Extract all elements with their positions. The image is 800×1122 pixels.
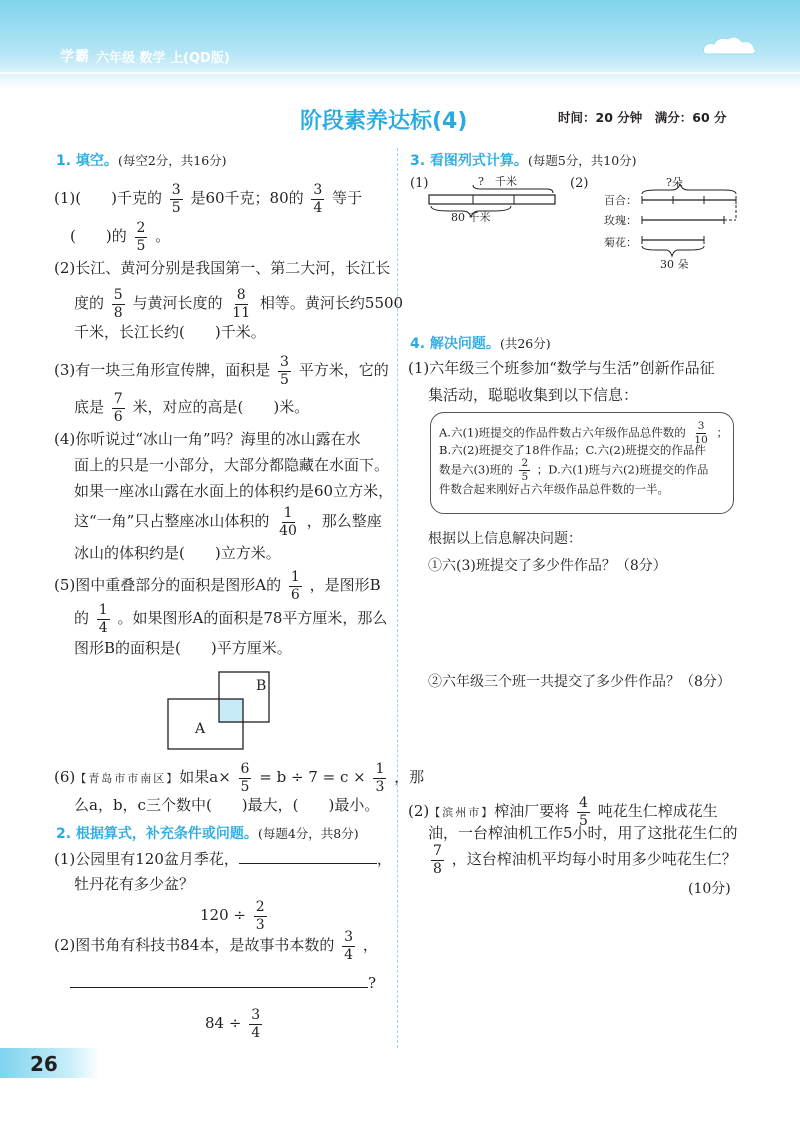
q1-3-line2: 底是 $\frac{7}{6}$ 米，对应的高是( )米。 [74, 391, 310, 425]
fraction: $\frac{1}{4}$ [98, 602, 108, 636]
q1-5-line2: 的 $\frac{1}{4}$ 。如果图形A的面积是78平方厘米，那么 [74, 602, 388, 636]
diagram-2-bottom-label: 30 朵 [660, 258, 689, 271]
fraction: $\frac{5}{8}$ [113, 287, 123, 321]
overlap-region [219, 699, 243, 723]
q1-1-line2: ( )的 $\frac{2}{5}$ 。 [70, 220, 171, 254]
q1-6-line1: (6)【青岛市市南区】如果a× $\frac{6}{5}$ = b ÷ 7 = c × $\frac{1}{3}$ ，那 [54, 761, 425, 795]
q1-1-line1: (1)( )千克的 $\frac{3}{5}$ 是60千克；80的 $\frac{3}{4}$ 等于 [54, 182, 363, 216]
fraction: $\frac{7}{8}$ [433, 843, 442, 877]
fraction: $\frac{3}{5}$ [171, 182, 181, 216]
q4-2-score: (10分) [688, 881, 731, 897]
diagram-1-bottom-label: 80 千米 [451, 211, 491, 224]
page-title: 阶段素养达标(4) [300, 109, 468, 134]
q2-1-expression: 120 ÷ $\frac{2}{3}$ [200, 899, 265, 933]
q1-3-line1: (3)有一块三角形宣传牌，面积是 $\frac{3}{5}$ 平方米，它的 [54, 354, 389, 388]
q4-1-intro: 根据以上信息解决问题： [428, 531, 582, 547]
q1-4-line1: (4)你听说过“冰山一角”吗？海里的冰山露在水 [54, 430, 361, 448]
info-box: A.六(1)班提交的作品件数占六年级作品总件数的 $\frac{3}{10}$ ； B.六(2)班提交了18件作品；C.六(2)班提交的作品件 数是六(3)班的 $\frac{2}{5}$ ；D.六(1)班与六(2)班提交的作品 件数合起来刚好占六年级作品总件数的一半。 [430, 412, 734, 514]
section-3-heading: 3. 看图列式计算。(每题5分，共10分) [410, 153, 637, 169]
header-band [0, 0, 800, 90]
page-number: 26 [30, 1052, 58, 1076]
fraction: $\frac{3}{5}$ [280, 354, 289, 388]
fraction: $\frac{3}{4}$ [344, 929, 354, 963]
q1-4-line3: 如果一座冰山露在水面上的体积约是60立方米， [74, 482, 394, 500]
label-b: B [256, 678, 267, 694]
q4-2-line3: $\frac{7}{8}$ ，这台榨油机平均每小时用多少吨花生仁？ [433, 843, 737, 877]
q1-5-line3: 图形B的面积是( )平方厘米。 [74, 639, 292, 657]
cloud-icon [700, 34, 760, 60]
diagram-2-label: (2) [570, 176, 589, 191]
lily-label: 百合： [604, 194, 637, 207]
fraction: $\frac{3}{4}$ [251, 1007, 261, 1041]
label-a: A [195, 721, 206, 737]
q2-2-expression: 84 ÷ $\frac{3}{4}$ [205, 1007, 261, 1041]
diagram-2-segments [636, 182, 746, 262]
q2-1-line2: 牡丹花有多少盆？ [74, 875, 195, 893]
column-divider [397, 148, 398, 1048]
q1-4-line2: 面上的只是一小部分，大部分都隐藏在水面下。 [74, 456, 390, 474]
q2-2-line1: (2)图书角有科技书84本，是故事书本数的 $\frac{3}{4}$ ， [54, 929, 378, 963]
q4-1-line2: 集活动，聪聪收集到以下信息： [428, 386, 639, 404]
diagram-1-label: (1) [410, 176, 429, 191]
diagram-2-top-label: ?朵 [666, 176, 683, 189]
fraction: $\frac{8}{11}$ [232, 287, 251, 321]
q4-1-line1: (1)六年级三个班参加“数学与生活”创新作品征 [408, 359, 715, 377]
q1-2-line2: 度的 $\frac{5}{8}$ 与黄河长度的 $\frac{8}{11}$ 相等。黄河长约5500 [74, 287, 404, 321]
fraction: $\frac{2}{5}$ [521, 457, 529, 484]
fraction: $\frac{1}{40}$ [279, 505, 297, 539]
q1-6-line2: 么a，b，c三个数中( )最大，( )最小。 [74, 796, 380, 814]
q1-2-line3: 千米，长江长约( )千米。 [74, 323, 266, 341]
fraction: $\frac{6}{5}$ [240, 761, 250, 795]
section-2-heading: 2. 根据算式，补充条件或问题。(每题4分，共8分) [56, 826, 359, 842]
q4-2-line2: 油，一台榨油机工作5小时，用了这批花生仁的 [428, 824, 738, 842]
q1-2-line1: (2)长江、黄河分别是我国第一、第二大河，长江长 [54, 259, 391, 277]
fraction: $\frac{3}{4}$ [313, 182, 323, 216]
q4-1-sub2: ②六年级三个班一共提交了多少件作品？（8分） [428, 674, 731, 690]
brand-logo: 学霸 [60, 49, 90, 65]
fraction: $\frac{3}{10}$ [694, 420, 708, 447]
q4-2-line1: (2)【滨州市】榨油厂要将 $\frac{4}{5}$ 吨花生仁榨成花生 [408, 795, 718, 829]
rose-label: 玫瑰： [604, 214, 637, 227]
section-1-heading: 1. 填空。(每空2分，共16分) [56, 153, 227, 169]
fraction: $\frac{4}{5}$ [579, 795, 588, 829]
section-4-heading: 4. 解决问题。(共26分) [410, 336, 551, 352]
grade-label: 六年级 数学 上(QD版) [96, 51, 230, 66]
time-score-info: 时间：20 分钟 满分：60 分 [558, 110, 727, 125]
fraction: $\frac{2}{3}$ [255, 899, 265, 933]
q1-4-line5: 冰山的体积约是( )立方米。 [74, 544, 281, 562]
q1-5-line1: (5)图中重叠部分的面积是图形A的 $\frac{1}{6}$ ，是图形B [54, 569, 381, 603]
diagram-1-top-label: ? 千米 [478, 175, 517, 188]
fraction: $\frac{2}{5}$ [136, 220, 146, 254]
fraction: $\frac{1}{3}$ [375, 761, 385, 795]
q4-1-sub1: ①六(3)班提交了多少件作品？（8分） [428, 558, 667, 574]
q1-4-line4: 这“一角”只占整座冰山体积的 $\frac{1}{40}$ ，那么整座 [74, 505, 382, 539]
q2-1-line1: (1)公园里有120盆月季花， ， [54, 850, 392, 868]
fraction: $\frac{1}{6}$ [290, 569, 300, 603]
fraction: $\frac{7}{6}$ [113, 391, 123, 425]
chrysanthemum-label: 菊花： [604, 236, 637, 249]
q2-2-line2: ? [70, 976, 376, 991]
